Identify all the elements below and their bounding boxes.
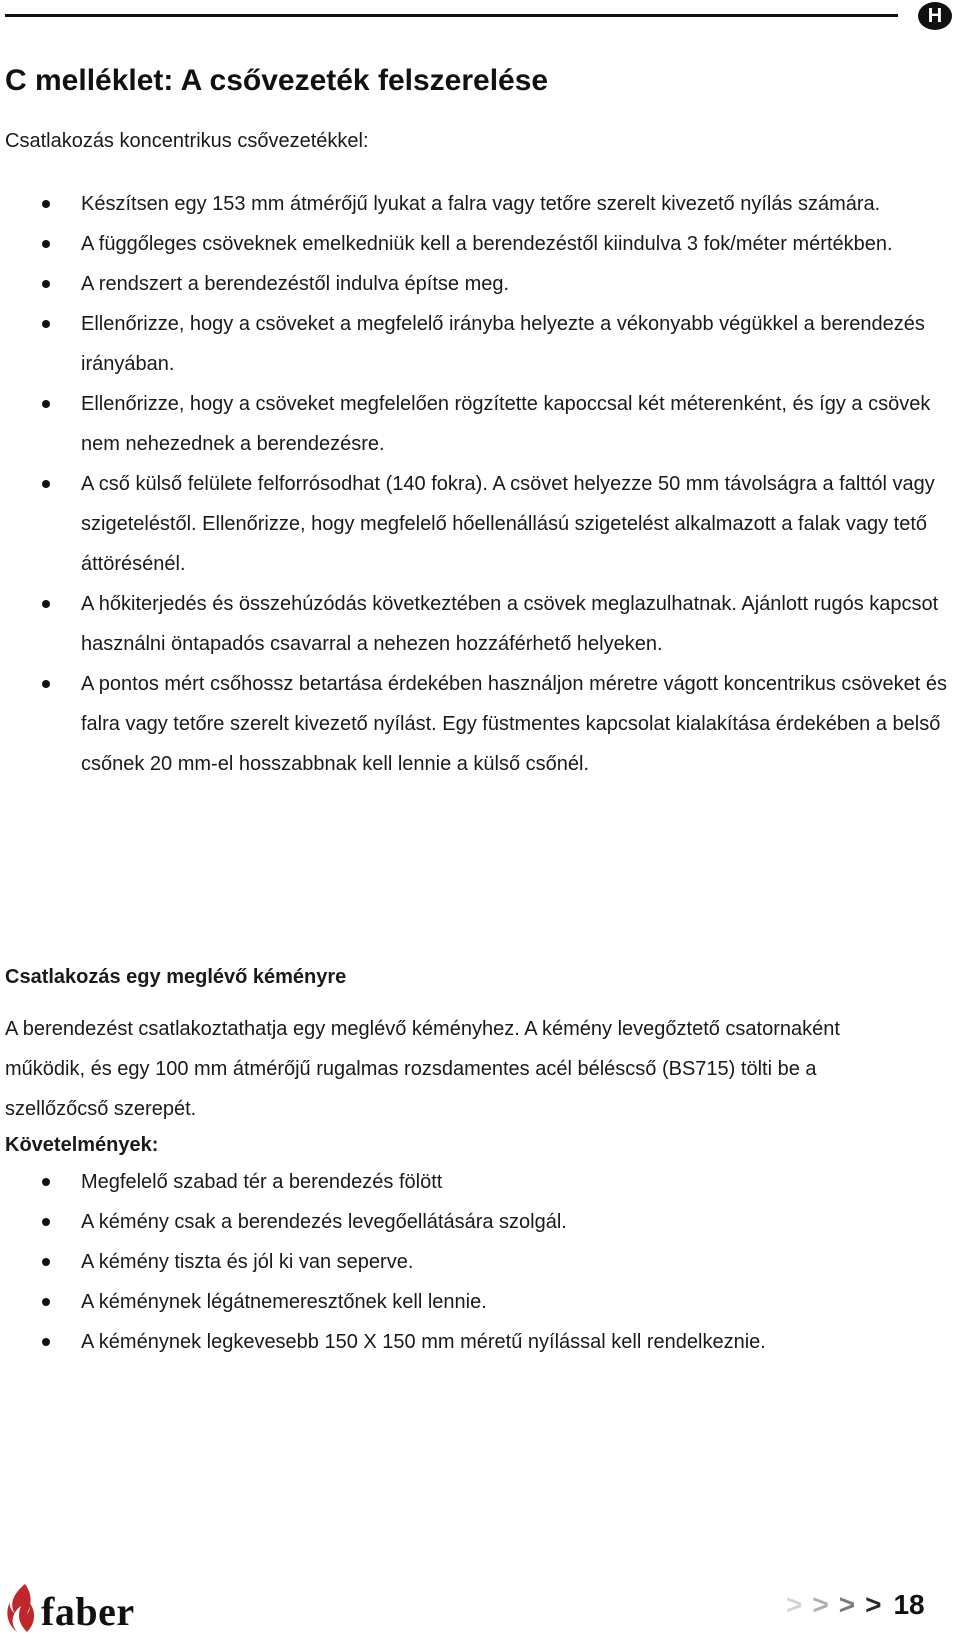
bullet-icon bbox=[42, 240, 50, 248]
bullet-icon bbox=[42, 320, 50, 328]
list-item bbox=[0, 184, 960, 224]
intro-text: Csatlakozás koncentrikus csővezetékkel: bbox=[5, 130, 369, 152]
arrow-right-icon: > bbox=[865, 1589, 882, 1620]
list-item-text: A kémény tiszta és jól ki van seperve. bbox=[81, 1251, 414, 1273]
list-item-text: A pontos mért csőhossz betartása érdekében használjon méretre vágott koncentrikus csöveket és falra vagy tetőre szerelt kivezető nyílást. Egy füstmentes kapcsolat kialakítása érdekében a belső csőnek 20 mm-el hosszabbnak kell lennie a külső csőnél. bbox=[81, 673, 948, 775]
bullet-icon bbox=[42, 480, 50, 488]
list-item bbox=[0, 1282, 960, 1322]
list-item-text: Ellenőrizze, hogy a csöveket megfelelően rögzítette kapoccsal két méterenként, és így a csövek nem nehezednek a berendezésre. bbox=[81, 393, 931, 455]
list-item bbox=[0, 1162, 960, 1202]
bullet-icon bbox=[42, 1338, 50, 1346]
bullet-icon bbox=[42, 600, 50, 608]
brand-name: faber bbox=[41, 1589, 135, 1634]
list-item-text: A rendszert a berendezéstől indulva építse meg. bbox=[81, 273, 510, 295]
arrow-right-icon: > bbox=[812, 1589, 829, 1620]
list-item-text: A függőleges csöveknek emelkedniük kell a berendezéstől kiindulva 3 fok/méter mértékben. bbox=[81, 233, 893, 255]
requirements-list bbox=[0, 1162, 960, 1362]
list-item-text: Megfelelő szabad tér a berendezés fölött bbox=[81, 1171, 443, 1193]
list-item bbox=[0, 1322, 960, 1362]
list-item-text: A hőkiterjedés és összehúzódás következtében a csövek meglazulhatnak. Ajánlott rugós kapcsot használni öntapadós csavarral a nehezen hozzáférhető helyeken. bbox=[81, 593, 939, 655]
bullet-icon bbox=[42, 400, 50, 408]
installation-steps-list bbox=[0, 184, 960, 784]
language-badge: H bbox=[918, 2, 952, 30]
section-heading: Csatlakozás egy meglévő kéményre bbox=[5, 966, 347, 988]
list-item-text: A kéménynek legkevesebb 150 X 150 mm méretű nyílással kell rendelkeznie. bbox=[81, 1331, 766, 1353]
list-item bbox=[0, 464, 960, 584]
header-rule bbox=[5, 14, 898, 17]
list-item-text: Készítsen egy 153 mm átmérőjű lyukat a falra vagy tetőre szerelt kivezető nyílás számára. bbox=[81, 193, 881, 215]
list-item bbox=[0, 384, 960, 464]
list-item bbox=[0, 224, 960, 264]
bullet-icon bbox=[42, 1218, 50, 1226]
bullet-icon bbox=[42, 200, 50, 208]
arrow-right-icon: > bbox=[838, 1589, 856, 1620]
bullet-icon bbox=[42, 1258, 50, 1266]
bullet-icon bbox=[42, 1298, 50, 1306]
requirements-heading: Követelmények: bbox=[5, 1134, 159, 1156]
bullet-icon bbox=[42, 280, 50, 288]
list-item bbox=[0, 264, 960, 304]
list-item bbox=[0, 664, 960, 784]
list-item-text: Ellenőrizze, hogy a csöveket a megfelelő irányba helyezte a vékonyabb végükkel a berendezés irányában. bbox=[81, 313, 925, 375]
arrow-right-icon: > bbox=[786, 1589, 803, 1620]
page-indicator bbox=[786, 1590, 925, 1620]
page-title: C melléklet: A csővezeték felszerelése bbox=[5, 64, 549, 97]
bullet-icon bbox=[42, 680, 50, 688]
flame-icon bbox=[5, 1582, 39, 1634]
list-item-text: A kémény csak a berendezés levegőellátására szolgál. bbox=[81, 1211, 567, 1233]
bullet-icon bbox=[42, 1178, 50, 1186]
list-item bbox=[0, 1242, 960, 1282]
brand-logo bbox=[5, 1582, 135, 1634]
section-paragraph: A berendezést csatlakoztathatja egy meglévő kéményhez. A kémény levegőztető csatornaként működik, és egy 100 mm átmérőjű rugalmas rozsdamentes acél béléscső (BS715) tölti be a szellőzőcső szerepét. bbox=[5, 1018, 840, 1120]
list-item-text: A cső külső felülete felforrósodhat (140 fokra). A csövet helyezze 50 mm távolságra a falttól vagy szigeteléstől. Ellenőrizze, hogy megfelelő hőellenállású szigetelést alkalmazott a falak vagy tető áttörésénél. bbox=[81, 473, 935, 575]
list-item bbox=[0, 1202, 960, 1242]
list-item bbox=[0, 584, 960, 664]
list-item-text: A kéménynek légátnemeresztőnek kell lennie. bbox=[81, 1291, 487, 1313]
page-number: 18 bbox=[893, 1589, 925, 1620]
list-item bbox=[0, 304, 960, 384]
